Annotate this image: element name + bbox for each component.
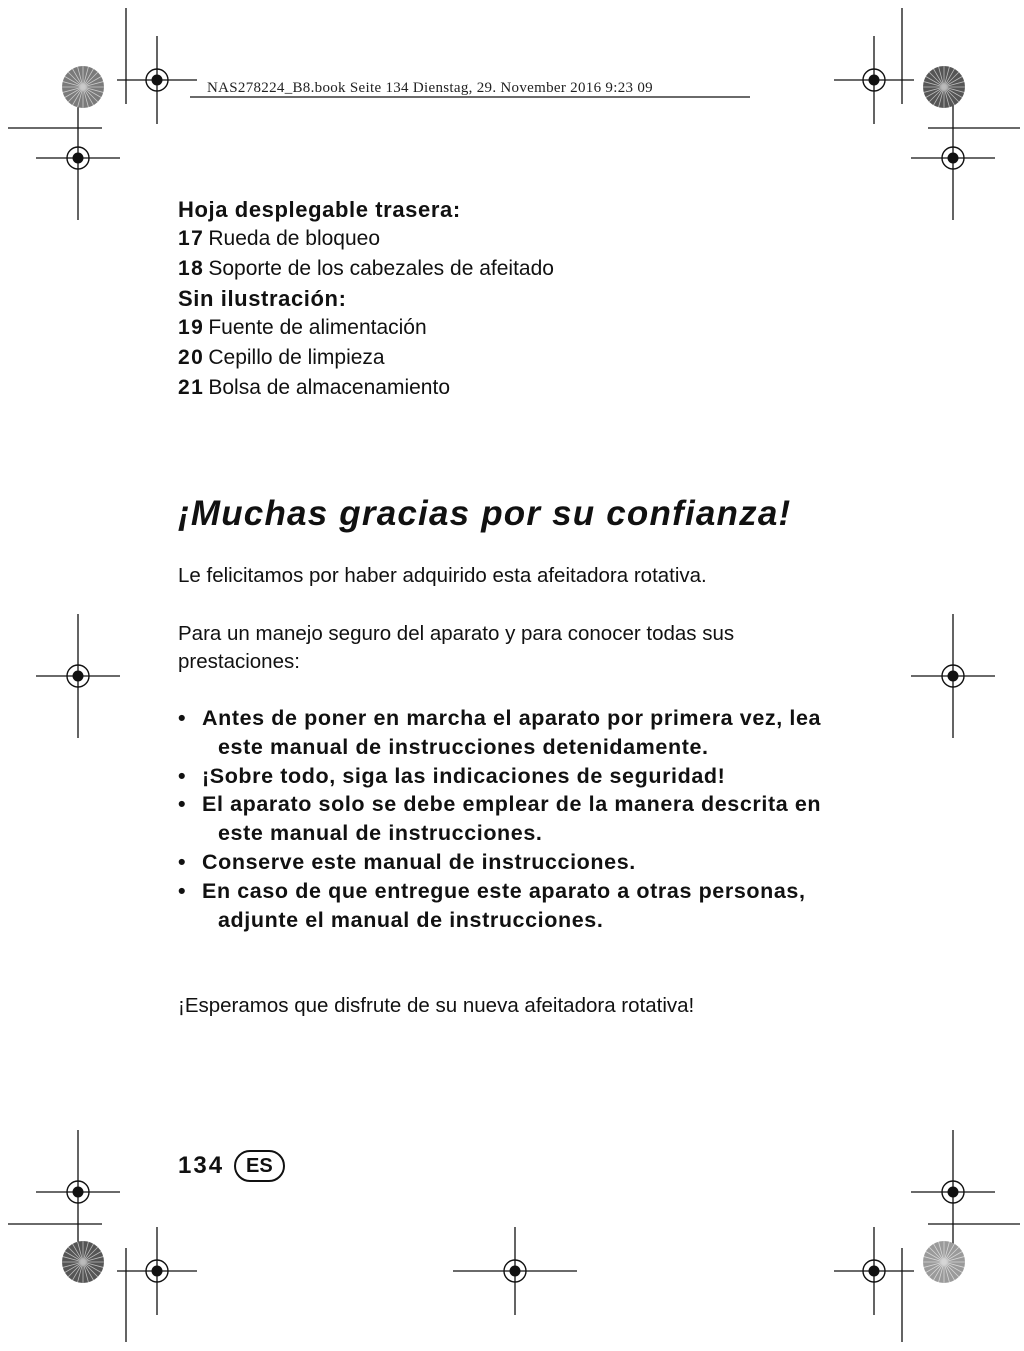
bullet-icon: • — [178, 763, 187, 788]
parts-legend — [178, 195, 858, 403]
list-item-text: Antes de poner en marcha el aparato por primera vez, lea este manual de instrucciones detenidamente. — [202, 706, 822, 759]
legend-item-number: 19 — [178, 316, 205, 339]
legend-item — [178, 373, 858, 403]
intro-paragraph: Le felicitamos por haber adquirido esta afeitadora rotativa. — [178, 564, 707, 587]
legend-item-number: 20 — [178, 346, 205, 369]
crosshair-dot — [73, 1187, 84, 1198]
list-item-text: En caso de que entregue este aparato a otras personas, adjunte el manual de instrucciones. — [202, 878, 806, 932]
bullet-icon: • — [178, 849, 187, 874]
legend-item-number: 21 — [178, 376, 205, 399]
sunburst-rays — [62, 66, 104, 108]
bullet-icon: • — [178, 706, 187, 730]
crosshair-dot — [73, 671, 84, 682]
sunburst-rays — [62, 1241, 104, 1283]
list-item-text: ¡Sobre todo, siga las indicaciones de seguridad! — [202, 763, 726, 788]
legend-item — [178, 313, 858, 343]
instructions-list — [178, 704, 858, 934]
page-number: 134 — [178, 1152, 225, 1179]
print-file-header: NAS278224_B8.book Seite 134 Dienstag, 29. November 2016 9:23 09 — [207, 80, 653, 96]
legend-item-label: Cepillo de limpieza — [208, 346, 385, 369]
legend-item-label: Soporte de los cabezales de afeitado — [208, 257, 554, 280]
lead-paragraph: Para un manejo seguro del aparato y para conocer todas sus prestaciones: — [178, 622, 735, 673]
page-title: ¡Muchas gracias por su confianza! — [178, 494, 792, 533]
list-item-text: El aparato solo se debe emplear de la manera descrita en este manual de instrucciones. — [202, 792, 822, 846]
legend-item-label: Bolsa de almacenamiento — [208, 376, 451, 399]
legend-item-number: 17 — [178, 227, 205, 250]
legend-item-number: 18 — [178, 257, 205, 280]
crosshair-dot — [510, 1266, 521, 1277]
legend-item — [178, 343, 858, 373]
legend-item-label: Fuente de alimentación — [208, 316, 427, 339]
list-item — [178, 790, 858, 848]
not-shown-heading: Sin ilustración: — [178, 286, 347, 311]
list-item — [178, 848, 858, 877]
closing-paragraph: ¡Esperamos que disfrute de su nueva afeitadora rotativa! — [178, 994, 695, 1017]
bullet-icon: • — [178, 792, 187, 817]
language-badge: ES — [234, 1150, 285, 1182]
crosshair-dot — [948, 1187, 959, 1198]
crosshair-dot — [948, 153, 959, 164]
list-item — [178, 762, 858, 791]
page-footer — [178, 1150, 285, 1182]
crosshair-dot — [869, 1266, 880, 1277]
legend-item — [178, 224, 858, 254]
list-item — [178, 704, 858, 762]
crosshair-dot — [869, 75, 880, 86]
list-item-text: Conserve este manual de instrucciones. — [202, 849, 636, 874]
legend-item-label: Rueda de bloqueo — [208, 227, 381, 250]
sunburst-rays — [923, 66, 965, 108]
crosshair-dot — [73, 153, 84, 164]
crosshair-dot — [948, 671, 959, 682]
bullet-icon: • — [178, 878, 187, 903]
sunburst-rays — [923, 1241, 965, 1283]
back-fold-heading: Hoja desplegable trasera: — [178, 197, 461, 222]
list-item — [178, 877, 858, 935]
crosshair-dot — [152, 1266, 163, 1277]
legend-item — [178, 254, 858, 284]
crosshair-dot — [152, 75, 163, 86]
